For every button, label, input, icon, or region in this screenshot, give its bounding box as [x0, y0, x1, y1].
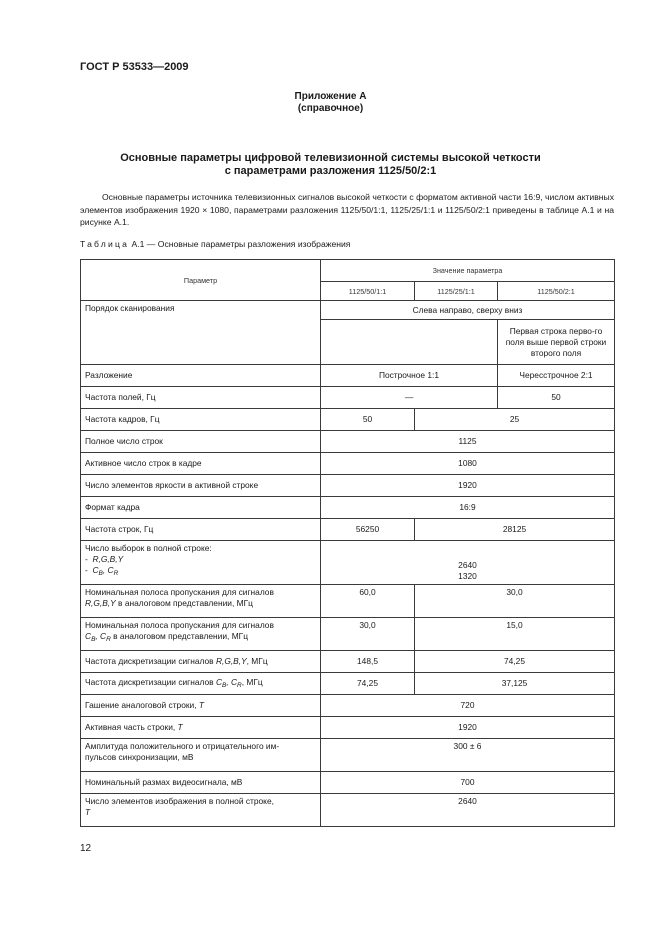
- fs-cr: , C: [226, 676, 238, 687]
- appendix-note: (справочное): [297, 103, 364, 114]
- row-fs-c-v1: 74,25: [321, 673, 415, 695]
- row-bw-rgby-label: [81, 585, 321, 618]
- cr-c: , C: [102, 565, 114, 575]
- row-blanking-value: 720: [321, 695, 615, 717]
- fs-rgby-c: , МГц: [246, 656, 268, 666]
- bw-cr-sub: R: [106, 636, 111, 643]
- row-bw-c-v1: 30,0: [321, 618, 415, 651]
- header-parameter: Параметр: [81, 260, 321, 301]
- header-value: Значение параметра: [321, 260, 615, 282]
- fs-cb: C: [215, 676, 222, 687]
- table-caption-number: А.1: [131, 239, 145, 249]
- cr-sub: R: [113, 570, 119, 577]
- header-col-1125-50-1-1: 1125/50/1:1: [321, 282, 415, 301]
- row-format-label: Формат кадра: [81, 497, 321, 519]
- table-caption-prefix: Таблица: [80, 239, 130, 249]
- row-bw-c-v23: 15,0: [415, 618, 615, 651]
- row-scan-label: Порядок сканирования: [81, 301, 321, 365]
- row-swing-value: 700: [321, 772, 615, 794]
- bw-cr: , C: [95, 631, 107, 641]
- row-scan-value: Слева направо, сверху вниз: [321, 301, 615, 320]
- row-samples-item2: [92, 565, 118, 575]
- row-total-lines-value: 1125: [321, 431, 615, 453]
- row-bw-rgby-text2: в аналоговом представлении, МГц: [115, 598, 253, 608]
- row-samples-values: [321, 541, 615, 585]
- row-samples-item1: R,G,B,Y: [92, 554, 124, 564]
- row-samples-v2: 1320: [458, 571, 477, 581]
- section-title-line1: Основные параметры цифровой телевизионной системы высокой четкости: [120, 152, 541, 164]
- sync-text1: Амплитуда положительного и отрицательного им-: [85, 741, 280, 751]
- header-col-1125-25-1-1: 1125/25/1:1: [415, 282, 498, 301]
- row-active-lines-label: Активное число строк в кадре: [81, 453, 321, 475]
- row-blanking-label: [81, 695, 321, 717]
- row-fs-c-v23: 37,125: [415, 673, 615, 695]
- row-bw-c-signals: [85, 631, 111, 641]
- section-title-line2: с параметрами разложения 1125/50/2:1: [224, 165, 437, 177]
- row-field-progressive: —: [321, 387, 498, 409]
- elements-text: Число элементов изображения в полной строке,: [85, 796, 274, 806]
- row-decomp-label: Разложение: [81, 365, 321, 387]
- intro-paragraph: Основные параметры источника телевизионных сигналов высокой четкости с форматом активной части 16:9, числом активных элементов изображения 1920 × 1080, параметрами разложения 1125/50/1:1, 1125/25/1:1 и 1125/50/2:1 приведены в таблице А.1 и на рисунке А.1.: [80, 192, 614, 228]
- row-scan-empty: [321, 320, 498, 365]
- fs-rgby-b: R,G,B,Y: [215, 656, 247, 666]
- fs-cr-sub: R: [237, 681, 242, 689]
- bw-cb: C: [85, 631, 92, 641]
- fs-c-a: Частота дискретизации сигналов: [85, 676, 216, 687]
- row-elements-label: [81, 794, 321, 827]
- elements-t: T: [85, 807, 91, 817]
- row-frame-v1: 50: [321, 409, 415, 431]
- row-total-lines-label: Полное число строк: [81, 431, 321, 453]
- row-sync-value: 300 ± 6: [321, 739, 615, 772]
- blanking-text: Гашение аналоговой строки,: [85, 700, 199, 710]
- row-samples-label: Число выборок в полной строке: - R,G,B,Y - $C_B$, $C_R$: [81, 541, 321, 585]
- row-elements-value: 2640: [321, 794, 615, 827]
- row-luma-value: 1920: [321, 475, 615, 497]
- row-frame-label: Частота кадров, Гц: [81, 409, 321, 431]
- active-part-text: Активная часть строки,: [85, 722, 178, 732]
- bw-cb-sub: B: [91, 636, 96, 643]
- standard-number: ГОСТ Р 53533—2009: [80, 61, 189, 73]
- row-bw-c-label: [81, 618, 321, 651]
- header-col-1125-50-2-1: 1125/50/2:1: [498, 282, 615, 301]
- row-active-part-label: [81, 717, 321, 739]
- row-fs-rgby-v1: 148,5: [321, 651, 415, 673]
- row-active-part-value: 1920: [321, 717, 615, 739]
- row-swing-label: Номинальный размах видеосигнала, мВ: [81, 772, 321, 794]
- row-frame-v23: 25: [415, 409, 615, 431]
- row-samples-v1: 2640: [458, 560, 477, 570]
- fs-c-signals: [216, 677, 242, 687]
- row-line-freq-v23: 28125: [415, 519, 615, 541]
- parameters-table: [80, 259, 615, 827]
- row-bw-rgby-text1: Номинальная полоса пропускания для сигналов: [85, 587, 274, 597]
- row-sync-label: [81, 739, 321, 772]
- table-caption: [80, 239, 350, 249]
- appendix-label: Приложение А: [294, 91, 367, 102]
- table-caption-text: — Основные параметры разложения изображения: [146, 239, 351, 249]
- cb-sub: B: [98, 570, 103, 577]
- row-decomp-progressive: Построчное 1:1: [321, 365, 498, 387]
- row-bw-c-text2: в аналоговом представлении, МГц: [110, 631, 249, 641]
- row-fs-rgby-label: [81, 651, 321, 673]
- row-bw-rgby-v1: 60,0: [321, 585, 415, 618]
- row-bw-rgby-v23: 30,0: [415, 585, 615, 618]
- sync-text2: пульсов синхронизации, мВ: [85, 752, 194, 762]
- row-fs-c-label: [81, 673, 321, 695]
- row-decomp-interlaced: Чересстрочное 2:1: [498, 365, 615, 387]
- row-bw-rgby-signals: R,G,B,Y: [85, 598, 116, 608]
- row-format-value: 16:9: [321, 497, 615, 519]
- cb-c: C: [92, 565, 99, 575]
- page-number: 12: [80, 843, 92, 854]
- row-fs-rgby-v23: 74,25: [415, 651, 615, 673]
- fs-c-c: , МГц: [241, 676, 263, 687]
- row-field-label: Частота полей, Гц: [81, 387, 321, 409]
- active-part-t: T: [177, 722, 183, 732]
- row-line-freq-label: Частота строк, Гц: [81, 519, 321, 541]
- row-bw-c-text1: Номинальная полоса пропускания для сигналов: [85, 620, 274, 630]
- row-luma-label: Число элементов яркости в активной строке: [81, 475, 321, 497]
- row-scan-note: Первая строка перво-го поля выше первой строки второго поля: [498, 320, 615, 365]
- blanking-t: T: [198, 700, 204, 710]
- row-line-freq-v1: 56250: [321, 519, 415, 541]
- fs-cb-sub: B: [222, 681, 227, 689]
- row-field-interlaced: 50: [498, 387, 615, 409]
- row-active-lines-value: 1080: [321, 453, 615, 475]
- row-samples-title: Число выборок в полной строке:: [85, 543, 212, 553]
- fs-rgby-a: Частота дискретизации сигналов: [85, 656, 216, 666]
